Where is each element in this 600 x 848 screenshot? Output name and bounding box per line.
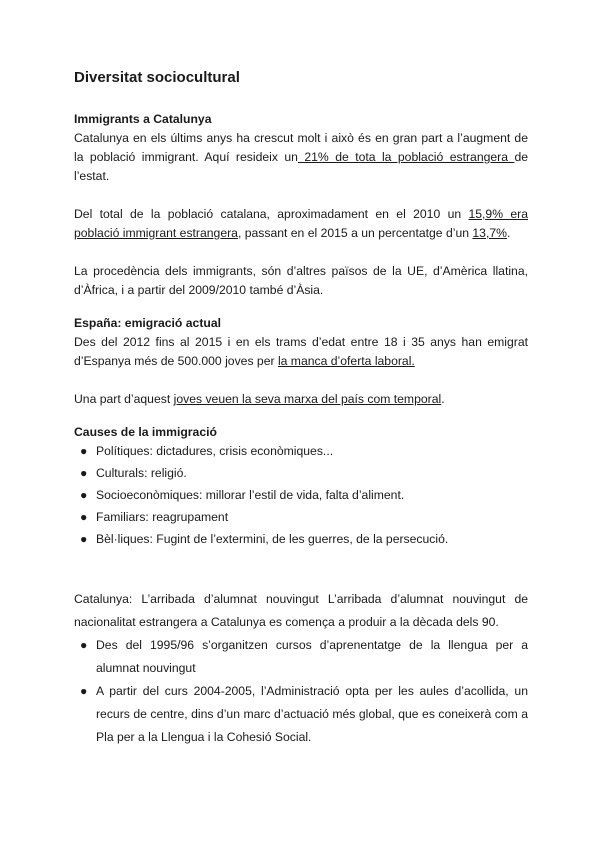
list-item: ● Socioeconòmiques: millorar l’estil de vida, falta d’aliment. <box>74 486 528 505</box>
underlined-text: 21% de tota la població estrangera <box>297 150 515 164</box>
paragraph-immigrants-3: La procedència dels immigrants, són d’altres països de la UE, d’Amèrica llatina, d’Àfrica, i a partir del 2009/2010 també d’Àsia. <box>74 264 528 297</box>
causes-list <box>74 442 528 549</box>
heading-espana-emigracio: España: emigració actual <box>74 316 221 330</box>
underlined-text: joves veuen la seva marxa del país com temporal <box>173 392 442 406</box>
list-item: ● Des del 1995/96 s’organitzen cursos d’aprenentatge de la llengua per a alumnat nouvingut <box>74 634 528 680</box>
bullet-icon: ● <box>80 510 88 524</box>
list-item: ● A partir del curs 2004-2005, l’Administració opta per les aules d’acollida, un recurs de centre, dins d’un marc d’actuació més global, que es coneixerà com a Pla per a la Llengua i la Cohesió Social. <box>74 680 528 749</box>
paragraph-immigrants-2: Del total de la població catalana, aproximadament en el 2010 un 15,9% era població immigrant estrangera, passant en el 2015 a un percentatge d’un 13,7%. <box>74 207 528 240</box>
bullet-icon: ● <box>80 532 88 546</box>
list-item: ● Polítiques: dictadures, crisis econòmiques... <box>74 442 528 461</box>
list-item: ● Bèl·liques: Fugint de l’extermini, de les guerres, de la persecució. <box>74 530 528 549</box>
bullet-icon: ● <box>80 466 88 480</box>
heading-causes-immigracio: Causes de la immigració <box>74 425 217 439</box>
underlined-text: 15,9% era població immigrant estrangera <box>74 207 528 240</box>
paragraph-emigracio-2: Una part d’aquest joves veuen la seva marxa del país com temporal. <box>74 392 445 406</box>
list-item: ● Culturals: religió. <box>74 464 528 483</box>
bullet-icon: ● <box>80 444 88 458</box>
underlined-text: 13,7% <box>472 226 507 240</box>
document-page <box>74 68 528 749</box>
list-item: ● Familiars: reagrupament <box>74 508 528 527</box>
paragraph-emigracio-1: Des del 2012 fins al 2015 i en els trams d’edat entre 18 i 35 anys han emigrat d’Espanya més de 500.000 joves per la manca d’oferta laboral. <box>74 335 528 368</box>
bullet-icon: ● <box>80 684 88 698</box>
underlined-text: la manca d’oferta laboral. <box>277 354 415 368</box>
bullet-icon: ● <box>80 488 88 502</box>
bullet-icon: ● <box>80 638 88 652</box>
paragraph-alumnat-nouvingut: Catalunya: L’arribada d’alumnat nouvingut L’arribada d’alumnat nouvingut de nacionalitat estrangera a Catalunya es comença a produir a la dècada dels 90. <box>74 592 528 629</box>
paragraph-immigrants-1: Catalunya en els últims anys ha crescut molt i això és en gran part a l’augment de la població immigrant. Aquí resideix un 21% de tota la població estrangera de l’estat. <box>74 131 528 183</box>
document-title: Diversitat sociocultural <box>74 69 240 86</box>
alumnat-list <box>74 634 528 749</box>
heading-immigrants-catalunya: Immigrants a Catalunya <box>74 112 212 126</box>
